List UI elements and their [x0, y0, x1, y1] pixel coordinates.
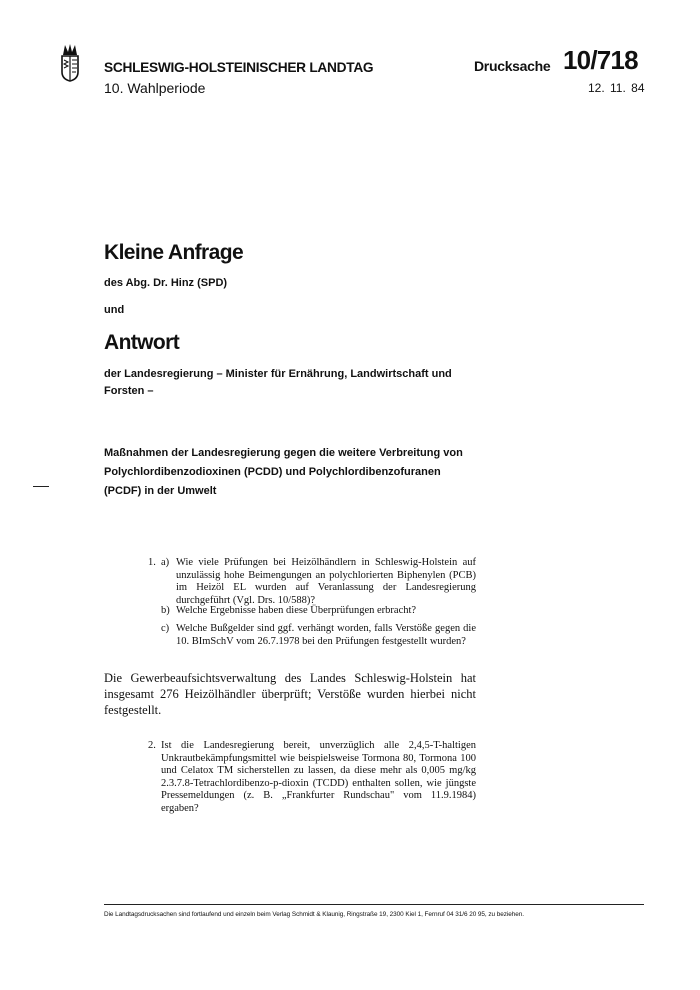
question-part-text: Welche Bußgelder sind ggf. verhängt worden, falls Verstöße gegen die 10. BImSchV vom 26.7.1978 bei den Prüfungen festgestellt wurden? [176, 623, 476, 647]
drucksache-number: 10/718 [563, 45, 638, 75]
electoral-period: 10. Wahlperiode [104, 80, 206, 96]
subject-heading: Maßnahmen der Landesregierung gegen die weitere Verbreitung von Polychlordibenzodioxinen (PCDD) und Polychlordibenzofuranen (PCDF) in der Umwelt [104, 447, 463, 497]
drucksache-label: Drucksache [474, 58, 551, 74]
document-date: 12. 11. 84 [588, 81, 645, 95]
conjunction-und: und [104, 304, 125, 316]
question-part-text: Wie viele Prüfungen bei Heizölhändlern in Schleswig-Holstein auf unzulässig hohe Beimengungen an polychlorierten Biphenylen (PCB) im Heizöl EL wurden auf Veranlassung der Landesregierung durchgeführt (Vgl. Drs. 10/588)? [176, 557, 476, 606]
question-author: des Abg. Dr. Hinz (SPD) [104, 277, 228, 289]
footer-note: Die Landtagsdrucksachen sind fortlaufend und einzeln beim Verlag Schmidt & Klaunig, Ringstraße 19, 2300 Kiel 1, Fernruf 04 31/6 20 95, zu beziehen. [104, 911, 525, 918]
footer-divider [104, 904, 644, 905]
question-number: 2. [148, 740, 156, 751]
question-number: 1. [148, 557, 156, 568]
question-part-letter: b) [161, 605, 170, 616]
responding-ministry: der Landesregierung – Minister für Ernährung, Landwirtschaft und Forsten – [104, 368, 452, 397]
schleswig-holstein-coat-of-arms-icon [60, 42, 80, 82]
margin-mark [33, 486, 49, 487]
title-kleine-anfrage: Kleine Anfrage [104, 241, 244, 264]
question-part-letter: a) [161, 557, 170, 568]
parliament-name: SCHLESWIG-HOLSTEINISCHER LANDTAG [104, 59, 374, 75]
answer-1: Die Gewerbeaufsichtsverwaltung des Landes Schleswig-Holstein hat insgesamt 276 Heizölhändler überprüft; Verstöße wurden hierbei nicht festgestellt. [104, 671, 476, 717]
title-antwort: Antwort [104, 331, 180, 354]
question-part-text: Welche Ergebnisse haben diese Überprüfungen erbracht? [176, 605, 417, 616]
question-text: Ist die Landesregierung bereit, unverzüglich alle 2,4,5-T-haltigen Unkrautbekämpfungsmittel wie beispielsweise Tormona 80, Tormona 100 und Celatox TM sicherstellen zu lassen, da diese mehr als 0,005 mg/kg 2.3.7.8-Tetrachlordibenzo-p-dioxin (TCDD) enthalten sollen, wie jüngste Pressemeldungen (z. B. „Frankfurter Rundschau" vom 11.9.1984) ergaben? [161, 740, 476, 814]
question-part-letter: c) [161, 623, 170, 634]
